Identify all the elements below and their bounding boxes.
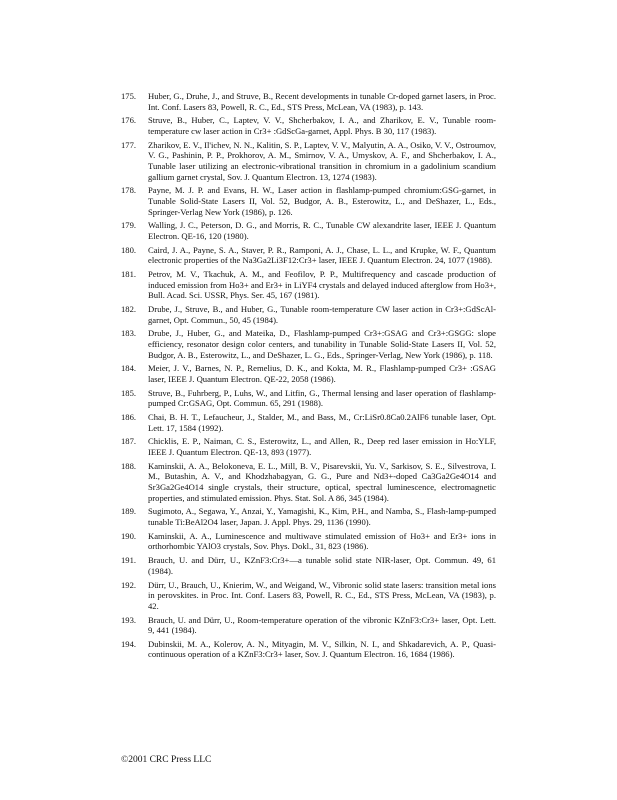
reference-text: Zharikov, E. V., Il'ichev, N. N., Kalitin, S. P., Laptev, V. V., Malyutin, A. A., Osiko, V. V., Ostroumov, V. G., Pashinin, P. P., Prokhorov, A. M., Smirnov, V. A., Umyskov, A. F., and Shcherbakov, I. A., Tunable laser utilizing an electronic-vibrational transition in chromium in a gadolinium scandium gallium garnet crystal, Sov. J. Quantum Electron. 13, 1274 (1983). [148,139,496,182]
reference-text: Walling, J. C., Peterson, D. G., and Morris, R. C., Tunable CW alexandrite laser, IEEE J. Quantum Electron. QE-16, 120 (1980). [148,220,496,241]
reference-text: Chai, B. H. T., Lefaucheur, J., Stalder, M., and Bass, M., Cr:LiSr0.8Ca0.2AlF6 tunable laser, Opt. Lett. 17, 1584 (1992). [148,412,496,433]
reference-item [121,436,496,457]
reference-number: 180. [121,244,137,255]
reference-number: 179. [121,220,137,231]
reference-number: 175. [121,91,137,101]
reference-item [121,304,496,325]
reference-number: 182. [121,304,137,314]
reference-item [121,531,496,552]
reference-number: 193. [121,614,137,625]
reference-item [121,115,496,136]
reference-number: 188. [121,460,137,471]
reference-number: 178. [121,185,137,196]
reference-text: Chicklis, E. P., Naiman, C. S., Esterowitz, L., and Allen, R., Deep red laser emission in Ho:YLF, IEEE J. Quantum Electron. QE-13, 893 (1977). [148,436,496,458]
reference-item [121,363,496,384]
reference-text: Brauch, U. and Dürr, U., Room-temperature operation of the vibronic KZnF3:Cr3+ laser, Opt. Lett. 9, 441 (1984). [148,614,496,636]
reference-item [121,140,496,182]
reference-number: 186. [121,412,137,423]
reference-item [121,580,496,612]
reference-item [121,220,496,241]
reference-text: Drube, J., Huber, G., and Mateika, D., Flashlamp-pumped Cr3+:GSAG and Cr3+:GSGG: slope efficiency, resonator design color centers, and tunability in Tunable Solid-State Lasers II, Vol. 52, Budgor, A. B., Esterowitz, L., and DeShazer, L. G., Eds., Springer-Verlag, New York (1986), p. 118. [148,328,496,360]
reference-number: 176. [121,115,137,126]
reference-text: Petrov, M. V., Tkachuk, A. M., and Feofilov, P. P., Multifrequency and cascade production of induced emission from Ho3+ and Er3+ in LiYF4 crystals and delayed induced afterglow from Ho3+, Bull. Acad. Sci. USSR, Phys. Ser. 45, 167 (1981). [148,269,496,301]
reference-number: 184. [121,363,137,374]
reference-number: 192. [121,579,137,590]
reference-text: Struve, B., Huber, C., Laptev, V. V., Shcherbakov, I. A., and Zharikov, E. V., Tunable room-temperature cw laser action in Cr3+ :GdScGa-garnet, Appl. Phys. B 30, 117 (1983). [148,115,496,136]
reference-number: 181. [121,269,137,280]
reference-number: 177. [121,139,137,150]
reference-text: Caird, J. A., Payne, S. A., Staver, P. R., Ramponi, A. J., Chase, L. L., and Krupke, W. F., Quantum electronic properties of the Na3Ga2Li3F12:Cr3+ laser, IEEE J. Quantum Electron. 24, 1077 (1988). [148,244,496,266]
reference-number: 194. [121,638,137,649]
reference-item [121,555,496,576]
reference-number: 187. [121,436,137,447]
reference-item [121,269,496,301]
reference-text: Drube, J., Struve, B., and Huber, G., Tunable room-temperature CW laser action in Cr3+:GdScAl-garnet, Opt. Commun., 50, 45 (1984). [148,304,496,325]
reference-text: Kaminskii, A. A., Luminescence and multiwave stimulated emission of Ho3+ and Er3+ ions in orthorhombic YAlO3 crystals, Sov. Phys. Dokl., 31, 823 (1986). [148,530,496,552]
reference-text: Payne, M. J. P. and Evans, H. W., Laser action in flashlamp-pumped chromium:GSG-garnet, in Tunable Solid-State Lasers II, Vol. 52, Budgor, A. B., Esterowitz, L., and DeShazer, L., Eds., Springer-Verlag New York (1986), p. 126. [148,185,496,217]
reference-text: Dubinskii, M. A., Kolerov, A. N., Mityagin, M. V., Silkin, N. I., and Shkadarevich, A. P., Quasi-continuous operation of a KZnF3:Cr3+ laser, Sov. J. Quantum Electron. 16, 1684 (1986). [148,638,496,660]
reference-item [121,412,496,433]
reference-text: Brauch, U. and Dürr, U., KZnF3:Cr3+—a tunable solid state NIR-laser, Opt. Commun. 49, 61 (1984). [148,555,496,576]
reference-item [121,91,496,112]
reference-number: 189. [121,506,137,517]
reference-text: Dürr, U., Brauch, U., Knierim, W., and Weigand, W., Vibronic solid state lasers: transition metal ions in perovskites. in Proc. Int. Conf. Lasers 83, Powell, R. C., Ed., STS Press, McLean, VA (1983), p. 42. [148,579,496,611]
reference-item [121,388,496,409]
reference-text: Kaminskii, A. A., Belokoneva, E. L., Mill, B. V., Pisarevskii, Yu. V., Sarkisov, S. E., Silvestrova, I. M., Butashin, A. V., and Khodzhabagyan, G. G., Pure and Nd3+-doped Ca3Ga2Ge4O14 and Sr3Ga2Ge4O14 single crystals, their structure, optical, spectral luminescence, electromagnetic properties, and stimulated emission. Phys. Stat. Sol. A 86, 345 (1984). [148,460,496,503]
reference-text: Huber, G., Druhe, J., and Struve, B., Recent developments in tunable Cr-doped garnet lasers, in Proc. Int. Conf. Lasers 83, Powell, R. C., Ed., STS Press, McLean, VA (1983), p. 143. [148,91,496,112]
reference-text: Meier, J. V., Barnes, N. P., Remelius, D. K., and Kokta, M. R., Flashlamp-pumped Cr3+ :GSAG laser, IEEE J. Quantum Electron. QE-22, 2058 (1986). [148,363,496,384]
reference-item [121,461,496,503]
reference-number: 183. [121,328,137,339]
reference-text: Sugimoto, A., Segawa, Y., Anzai, Y., Yamagishi, K., Kim, P.H., and Namba, S., Flash-lamp-pumped tunable Ti:BeAl2O4 laser, Japan. J. Appl. Phys. 29, 1136 (1990). [148,506,496,527]
reference-text: Struve, B., Fuhrberg, P., Luhs, W., and Litfin, G., Thermal lensing and laser operation of flashlamp-pumped Cr:GSAG, Opt. Commun. 65, 291 (1988). [148,387,496,409]
reference-item [121,506,496,527]
copyright-footer: ©2001 CRC Press LLC [121,755,212,765]
reference-number: 190. [121,530,137,541]
reference-item [121,639,496,660]
reference-item [121,185,496,217]
reference-list [121,91,496,663]
reference-number: 191. [121,555,137,566]
reference-number: 185. [121,387,137,398]
reference-item [121,615,496,636]
reference-item [121,328,496,360]
reference-item [121,245,496,266]
